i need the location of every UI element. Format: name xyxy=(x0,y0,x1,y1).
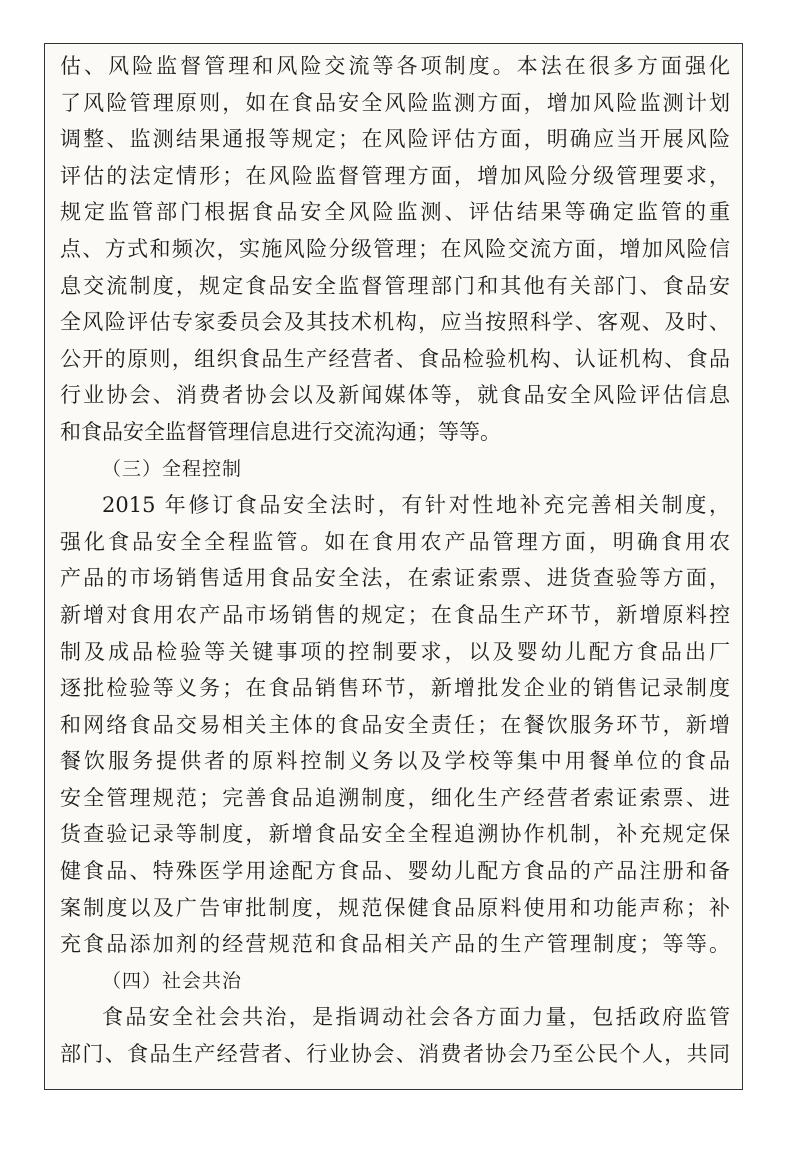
text-line: 餐饮服务提供者的原料控制义务以及学校等集中用餐单位的食品 xyxy=(60,749,730,774)
text-line: 部门、食品生产经营者、行业协会、消费者协会乃至公民个人，共同 xyxy=(60,1042,730,1067)
text-line: 公开的原则，组织食品生产经营者、食品检验机构、认证机构、食品 xyxy=(60,346,730,371)
text-line: 和网络食品交易相关主体的食品安全责任；在餐饮服务环节，新增 xyxy=(60,712,730,737)
text-line: 全风险评估专家委员会及其技术机构，应当按照科学、客观、及时、 xyxy=(60,310,730,335)
text-line: 行业协会、消费者协会以及新闻媒体等，就食品安全风险评估信息 xyxy=(60,383,730,408)
section-heading: （四）社会共治 xyxy=(102,969,243,992)
text-line: 制及成品检验等关键事项的控制要求，以及婴幼儿配方食品出厂 xyxy=(60,639,730,664)
text-line: 2015 年修订食品安全法时，有针对性地补充完善相关制度， xyxy=(102,493,730,518)
text-line: 了风险管理原则，如在食品安全风险监测方面，增加风险监测计划 xyxy=(60,90,730,115)
text-line: 强化食品安全全程监管。如在食用农产品管理方面，明确食用农 xyxy=(60,529,730,554)
text-line: 点、方式和频次，实施风险分级管理；在风险交流方面，增加风险信 xyxy=(60,236,730,261)
text-line: 逐批检验等义务；在食品销售环节，新增批发企业的销售记录制度 xyxy=(60,676,730,701)
section-heading: （三）全程控制 xyxy=(102,457,243,480)
text-line: 健食品、特殊医学用途配方食品、婴幼儿配方食品的产品注册和备 xyxy=(60,859,730,884)
text-line: 估、风险监督管理和风险交流等各项制度。本法在很多方面强化 xyxy=(60,54,730,78)
text-line: 评估的法定情形；在风险监督管理方面，增加风险分级管理要求， xyxy=(60,163,730,188)
document-body xyxy=(60,48,730,1073)
text-line: 安全管理规范；完善食品追溯制度，细化生产经营者索证索票、进 xyxy=(60,785,730,810)
text-line: 规定监管部门根据食品安全风险监测、评估结果等确定监管的重 xyxy=(60,200,730,225)
text-line: 新增对食用农产品市场销售的规定；在食品生产环节，新增原料控 xyxy=(60,602,730,627)
text-line: 案制度以及广告审批制度，规范保健食品原料使用和功能声称；补 xyxy=(60,895,730,920)
text-line: 充食品添加剂的经营规范和食品相关产品的生产管理制度；等等。 xyxy=(60,932,730,957)
text-line: 和食品安全监督管理信息进行交流沟通；等等。 xyxy=(60,419,501,444)
text-line: 食品安全社会共治，是指调动社会各方面力量，包括政府监管 xyxy=(102,1005,730,1030)
text-line: 货查验记录等制度，新增食品安全全程追溯协作机制，补充规定保 xyxy=(60,822,730,847)
text-line: 调整、监测结果通报等规定；在风险评估方面，明确应当开展风险 xyxy=(60,127,730,152)
text-line: 产品的市场销售适用食品安全法，在索证索票、进货查验等方面， xyxy=(60,566,730,591)
text-line: 息交流制度，规定食品安全监督管理部门和其他有关部门、食品安 xyxy=(60,273,730,298)
